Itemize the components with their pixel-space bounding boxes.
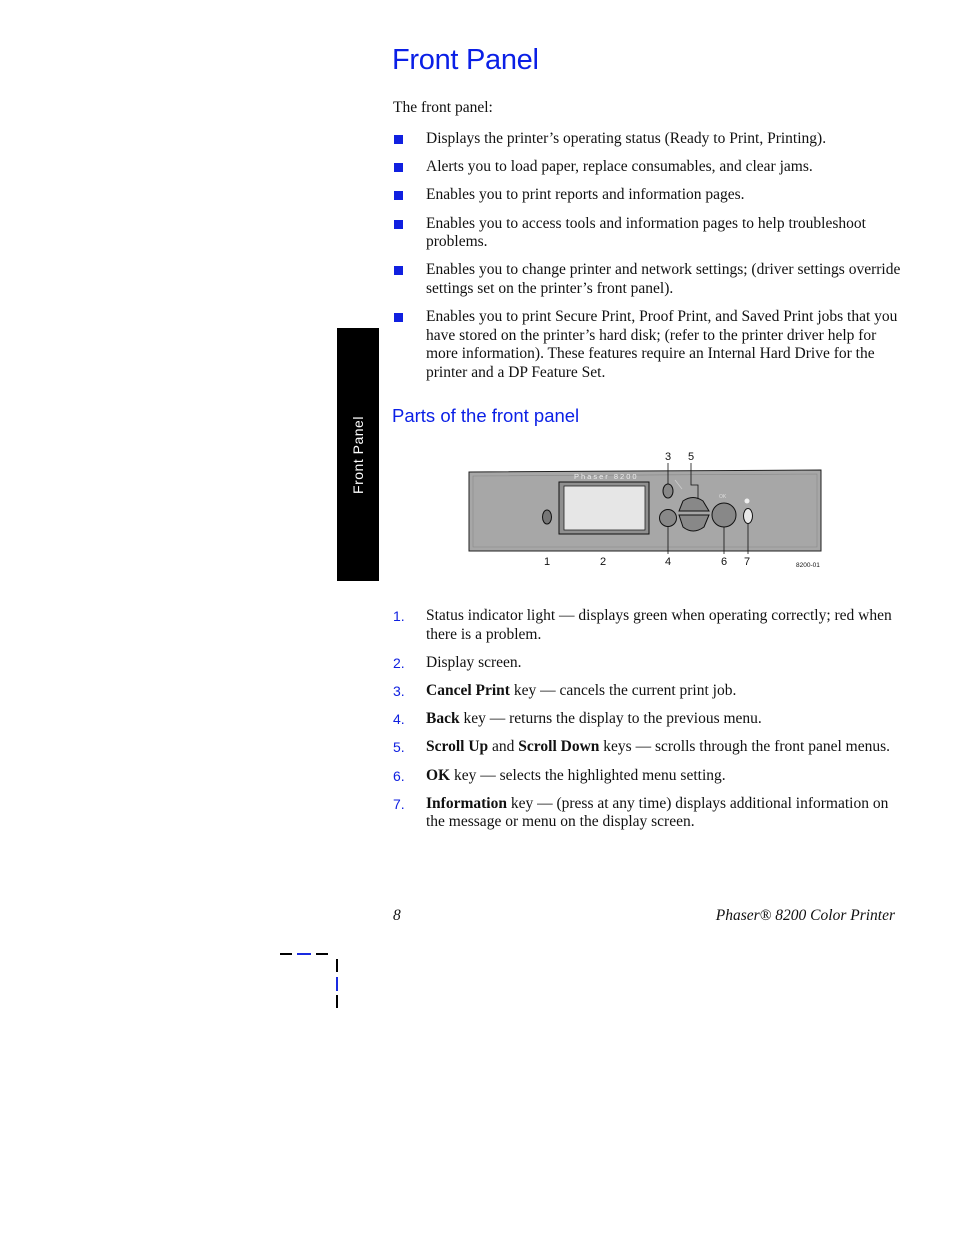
callout-4: 4 [665, 556, 672, 568]
square-bullet-icon [394, 220, 403, 229]
crop-mark [297, 953, 311, 955]
item-number: 1. [393, 608, 405, 624]
section-side-tab [337, 328, 379, 581]
item-text: key — cancels the current print job. [509, 681, 737, 699]
item-text: Display screen. [426, 653, 522, 671]
square-bullet-icon [394, 313, 403, 322]
square-bullet-icon [394, 191, 403, 200]
list-item [393, 710, 903, 729]
item-text: and [488, 738, 519, 756]
key-name: Scroll Up [426, 738, 489, 756]
crop-mark [336, 959, 338, 972]
item-number: 4. [393, 711, 405, 728]
callout-1: 1 [544, 556, 551, 568]
list-item: Enables you to print Secure Print, Proof Print, and Saved Print jobs that you have stored on the printer’s hard disk; (refer to the printer driver help for more information). These features require an Internal Hard Drive for the printer and a DP Feature Set. [393, 308, 903, 382]
square-bullet-icon [394, 163, 403, 172]
item-number: 6. [393, 767, 405, 784]
info-glyph-icon [745, 499, 750, 504]
item-number: 5. [393, 739, 405, 756]
page-title: Front Panel [392, 44, 539, 76]
item-text: Status indicator light — displays green when operating correctly; red when there is a problem. [426, 607, 892, 643]
feature-list [393, 130, 903, 392]
item-text: key — selects the highlighted menu setting. [450, 766, 726, 784]
crop-mark [336, 995, 338, 1008]
intro-text: The front panel: [393, 99, 493, 116]
figure-id: 8200-01 [796, 562, 820, 569]
list-item [393, 767, 903, 786]
item-number: 7. [393, 795, 405, 812]
section-subheading: Parts of the front panel [392, 405, 580, 426]
list-item: Enables you to access tools and information pages to help troubleshoot problems. [393, 215, 903, 252]
callout-7: 7 [744, 556, 751, 568]
front-panel-diagram [460, 445, 830, 575]
crop-mark [336, 977, 338, 991]
list-item [393, 682, 903, 701]
item-number: 2. [393, 654, 405, 671]
list-item [393, 654, 903, 673]
list-item [393, 607, 903, 644]
ok-label: OK [719, 494, 727, 500]
item-text: key — returns the display to the previous menu. [459, 710, 762, 728]
document-title: Phaser® 8200 Color Printer [715, 907, 895, 924]
square-bullet-icon [394, 266, 403, 275]
list-item: Alerts you to load paper, replace consumables, and clear jams. [393, 158, 903, 177]
information-key [744, 509, 753, 524]
crop-mark [316, 953, 328, 955]
list-item: Displays the printer’s operating status (Ready to Print, Printing). [393, 130, 903, 149]
key-name: Back [426, 710, 460, 728]
cancel-print-key [663, 484, 673, 498]
callout-3: 3 [665, 451, 672, 463]
callout-2: 2 [600, 556, 607, 568]
side-tab-label: Front Panel [350, 415, 366, 494]
page-number: 8 [393, 907, 401, 924]
item-text: keys — scrolls through the front panel menus. [599, 738, 890, 756]
status-indicator-light [543, 510, 552, 524]
crop-mark [280, 953, 292, 955]
ok-key [712, 503, 736, 527]
key-name: Cancel Print [426, 681, 510, 699]
panel-brand-text: Phaser 8200 [574, 472, 639, 481]
key-name: Scroll Down [518, 738, 600, 756]
callout-6: 6 [721, 556, 728, 568]
list-item: Enables you to print reports and information pages. [393, 186, 903, 205]
parts-list [393, 607, 903, 842]
callout-5: 5 [688, 451, 695, 463]
item-number: 3. [393, 682, 405, 699]
key-name: Information [426, 794, 507, 812]
key-name: OK [426, 766, 451, 784]
item-text: key — (press at any time) displays additional information on the message or menu on the display screen. [426, 794, 889, 831]
list-item [393, 795, 903, 832]
square-bullet-icon [394, 135, 403, 144]
list-item: Enables you to change printer and network settings; (driver settings override settings set on the printer’s front panel). [393, 261, 903, 298]
back-key [660, 510, 677, 527]
list-item [393, 738, 903, 757]
